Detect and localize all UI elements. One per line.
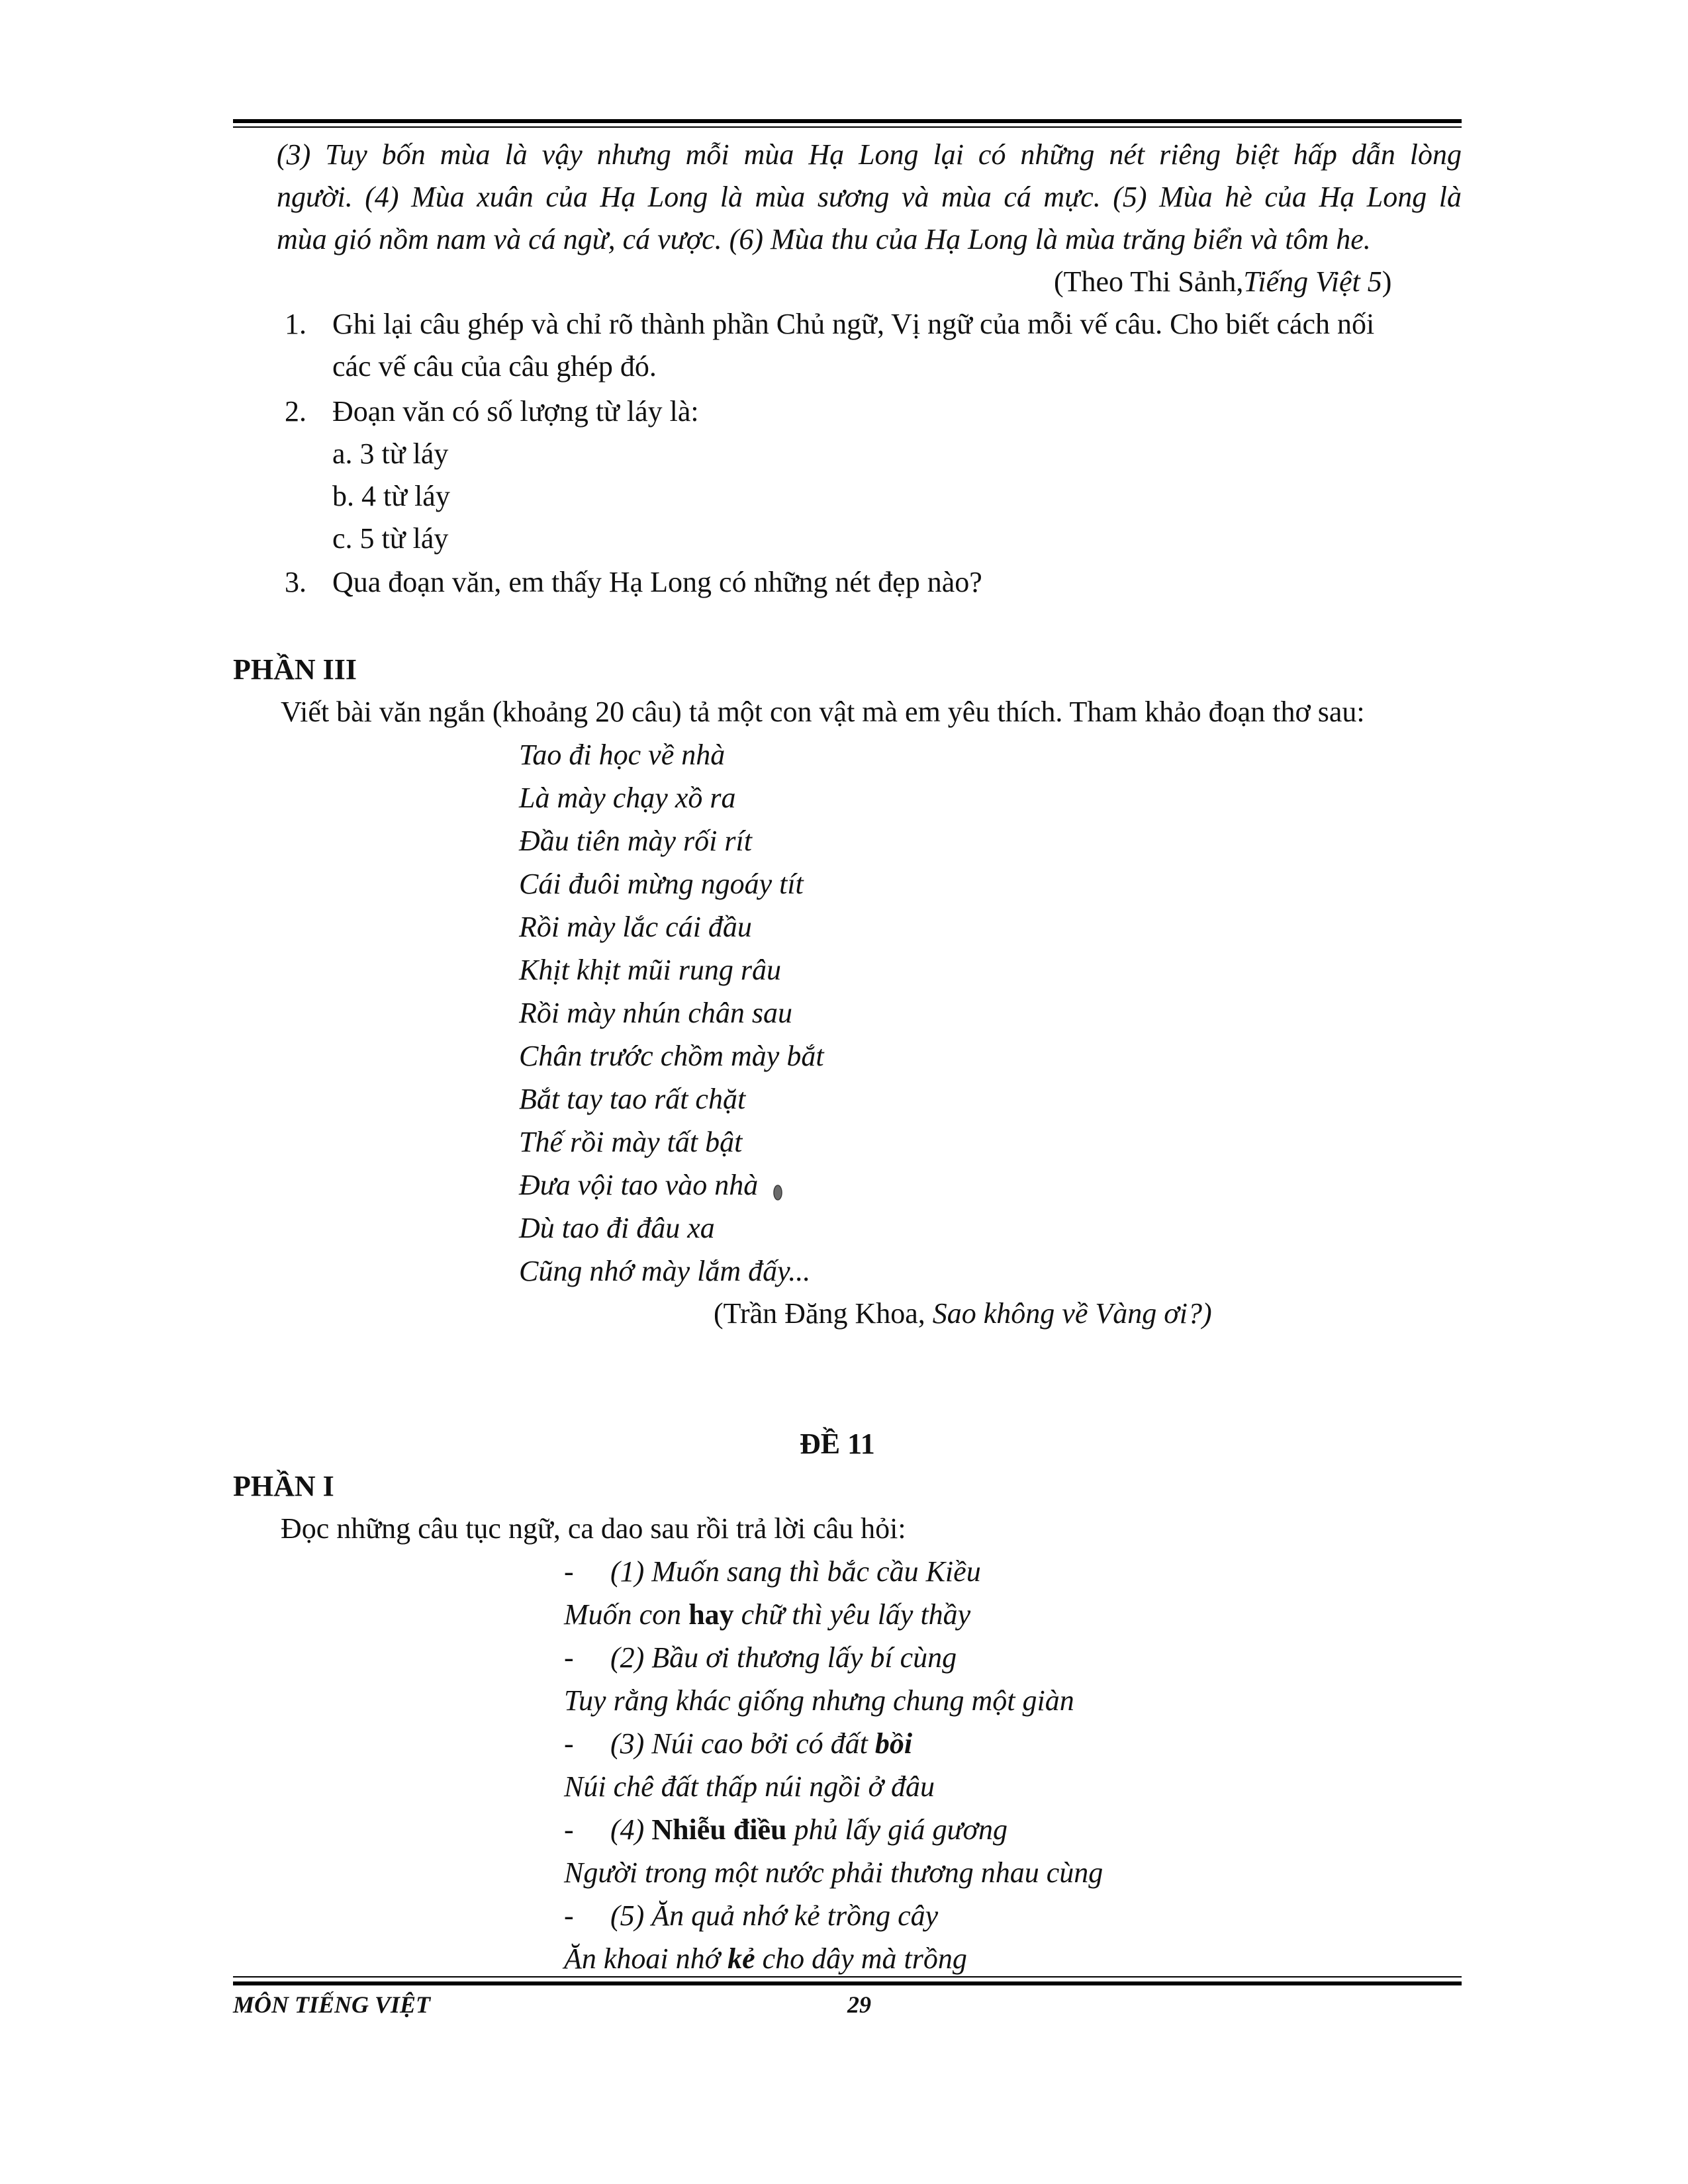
passage-line: mùa gió nồm nam và cá ngừ, cá vược. (6) Mùa thu của Hạ Long là mùa trăng biển và tôm he. <box>277 223 1371 255</box>
question-3-text: Qua đoạn văn, em thấy Hạ Long có những nét đẹp nào? <box>332 566 982 598</box>
part-3-prompt: Viết bài văn ngắn (khoảng 20 câu) tả một con vật mà em yêu thích. Tham khảo đoạn thơ sau: <box>281 696 1365 728</box>
passage-line: người. (4) Mùa xuân của Hạ Long là mùa sương và mùa cá mực. (5) Mùa hè của Hạ Long là <box>277 181 1462 213</box>
dash-bullet: - <box>564 1899 574 1932</box>
footer-rule-thin <box>233 1976 1462 1978</box>
passage-source: (Theo Thi Sảnh,Tiếng Việt 5) <box>1054 265 1392 298</box>
dash-bullet: - <box>564 1813 574 1846</box>
poem-attribution: (Trần Đăng Khoa, Sao không về Vàng ơi?) <box>714 1297 1212 1330</box>
poem-line: Tao đi học về nhà <box>519 739 726 771</box>
poem-line: Rồi mày nhún chân sau <box>519 997 793 1029</box>
option-a: a. 3 từ láy <box>332 437 449 470</box>
question-1-text: Ghi lại câu ghép và chỉ rõ thành phần Chủ ngữ, Vị ngữ của mỗi vế câu. Cho biết cách nối các vế câu của câu ghép đó. <box>332 308 1375 383</box>
footer-subject: MÔN TIẾNG VIỆT <box>233 1991 431 2018</box>
poem-line: Rồi mày lắc cái đầu <box>519 911 752 943</box>
poem-line: Chân trước chồm mày bắt <box>519 1040 824 1072</box>
poem-line: Khịt khịt mũi rung râu <box>519 954 782 986</box>
proverb-line-2: Ăn khoai nhớ kẻ cho dây mà trồng <box>564 1942 967 1975</box>
question-number: 2. <box>285 395 306 428</box>
passage-line: (3) Tuy bốn mùa là vậy nhưng mỗi mùa Hạ Long lại có những nét riêng biệt hấp dẫn lòng <box>277 138 1462 171</box>
section-heading-part-3: PHẦN III <box>233 653 357 686</box>
poem-line: Cái đuôi mừng ngoáy tít <box>519 868 804 900</box>
proverb-line-1: - (5) Ăn quả nhớ kẻ trồng cây <box>564 1894 1103 1937</box>
proverb-list <box>564 1550 1103 1980</box>
option-b: b. 4 từ láy <box>332 480 450 512</box>
footer-rule-thick <box>233 1981 1462 1985</box>
poem-line: Dù tao đi đâu xa <box>519 1212 715 1244</box>
page-number: 29 <box>847 1991 871 2018</box>
poem-line: Bắt tay tao rất chặt <box>519 1083 746 1115</box>
part-1-prompt: Đọc những câu tục ngữ, ca dao sau rồi trả lời câu hỏi: <box>281 1512 906 1545</box>
proverb-line-1: - (3) Núi cao bởi có đất bồi <box>564 1722 1103 1765</box>
proverb-line-2: Núi chê đất thấp núi ngồi ở đâu <box>564 1770 935 1803</box>
proverb-line-2: Muốn con hay chữ thì yêu lấy thầy <box>564 1598 971 1631</box>
section-heading-part-1: PHẦN I <box>233 1470 334 1502</box>
passage <box>277 134 1462 261</box>
header-rule-thick <box>233 119 1462 123</box>
proverb-line-1: - (1) Muốn sang thì bắc cầu Kiều <box>564 1550 1103 1593</box>
header-rule-thin <box>233 126 1462 128</box>
proverb-line-1: - (4) Nhiễu điều phủ lấy giá gương <box>564 1808 1103 1851</box>
poem-line: Đưa vội tao vào nhà <box>519 1169 759 1201</box>
dash-bullet: - <box>564 1555 574 1588</box>
poem-line: Đầu tiên mày rối rít <box>519 825 752 857</box>
mouse-cursor-icon <box>773 1183 783 1202</box>
proverb-line-1: - (2) Bầu ơi thương lấy bí cùng <box>564 1636 1103 1679</box>
poem <box>519 733 824 1293</box>
question-number: 3. <box>285 566 306 598</box>
question-number: 1. <box>285 308 306 340</box>
poem-line: Là mày chạy xồ ra <box>519 782 736 814</box>
poem-line: Cũng nhớ mày lắm đấy... <box>519 1255 811 1287</box>
proverb-line-2: Người trong một nước phải thương nhau cùng <box>564 1856 1103 1889</box>
exam-title: ĐỀ 11 <box>800 1428 875 1460</box>
proverb-line-2: Tuy rằng khác giống nhưng chung một giàn <box>564 1684 1074 1717</box>
poem-line: Thế rồi mày tất bật <box>519 1126 743 1158</box>
option-c: c. 5 từ láy <box>332 522 449 555</box>
dash-bullet: - <box>564 1727 574 1760</box>
dash-bullet: - <box>564 1641 574 1674</box>
question-2-text: Đoạn văn có số lượng từ láy là: a. 3 từ láy b. 4 từ láy c. 5 từ láy <box>332 390 1458 560</box>
